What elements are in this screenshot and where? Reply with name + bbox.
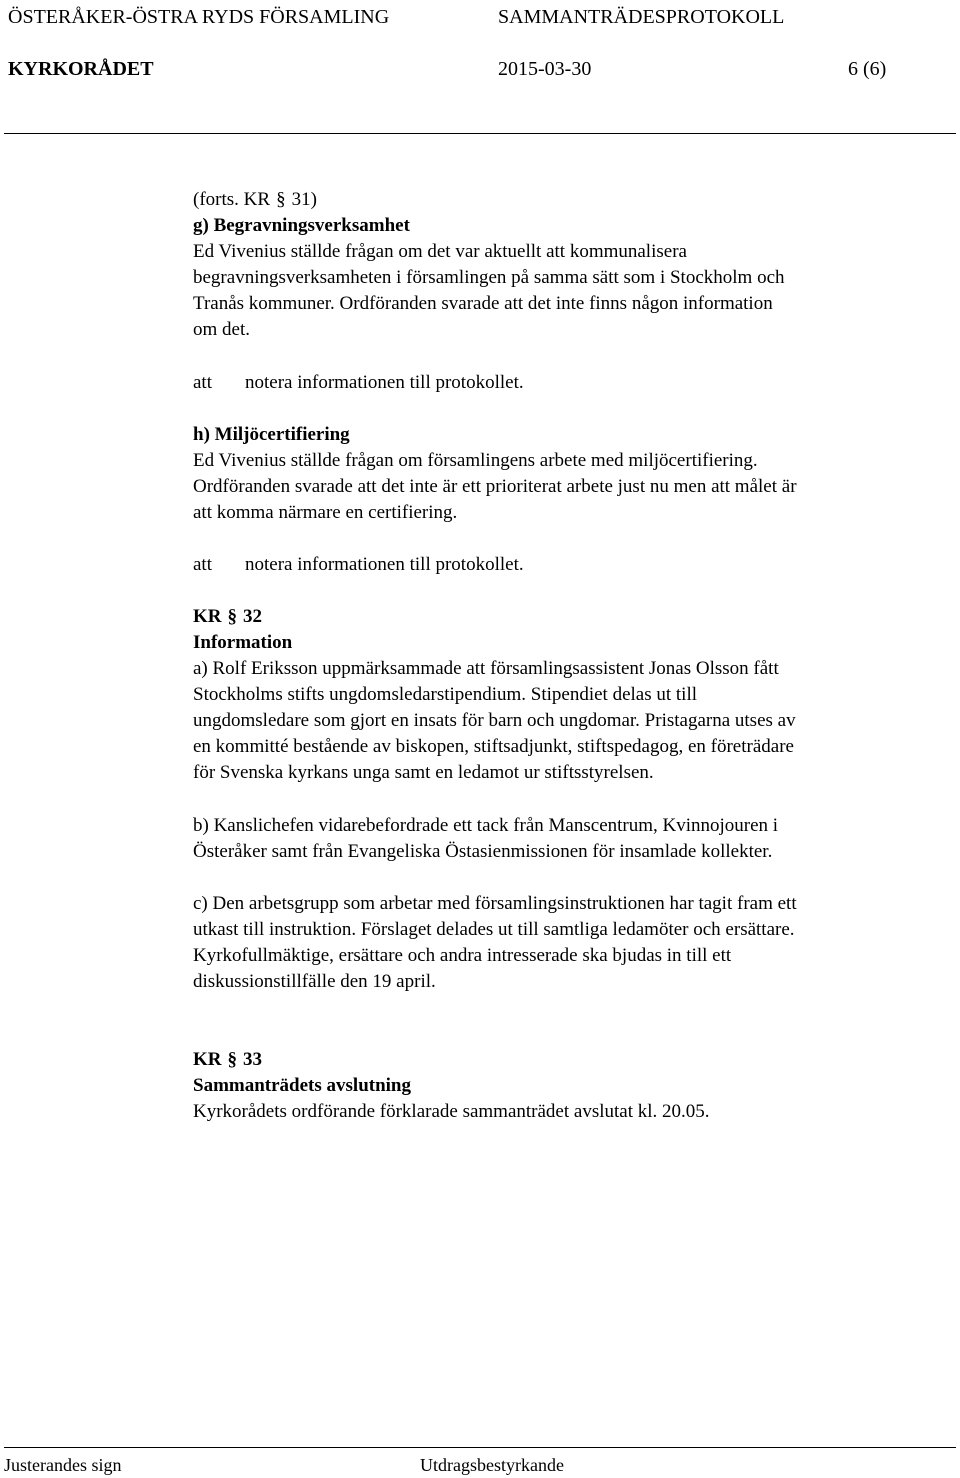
- item-c-line: Kyrkofullmäktige, ersättare och andra intresserade ska bjudas in till ett: [193, 945, 732, 966]
- item-c-line: c) Den arbetsgrupp som arbetar med församlingsinstruktionen har tagit fram ett: [193, 893, 797, 914]
- section-sign: §: [227, 1049, 237, 1070]
- item-g-decision: [193, 370, 524, 396]
- item-a-line: för Svenska kyrkans unga samt en ledamot ur stiftsstyrelsen.: [193, 762, 654, 783]
- page-number: 6 (6): [848, 58, 887, 80]
- item-h-line: att komma närmare en certifiering.: [193, 502, 458, 523]
- footer-justerandes-sign: Justerandes sign: [4, 1455, 122, 1475]
- item-b-line: b) Kanslichefen vidarebefordrade ett tack från Manscentrum, Kvinnojouren i: [193, 815, 779, 836]
- organization-name: ÖSTERÅKER-ÖSTRA RYDS FÖRSAMLING: [8, 6, 390, 28]
- item-b: [193, 813, 933, 865]
- item-g-line: om det.: [193, 319, 250, 340]
- kr32-heading: KR § 32: [193, 604, 933, 630]
- item-h: [193, 422, 933, 526]
- item-h-heading: h) Miljöcertifiering: [193, 424, 350, 445]
- meeting-date: 2015-03-30: [498, 58, 592, 80]
- kr33-heading: KR § 33: [193, 1047, 933, 1073]
- kr33-text: Kyrkorådets ordförande förklarade sammanträdet avslutat kl. 20.05.: [193, 1101, 710, 1122]
- decision-label: att: [193, 554, 212, 575]
- footer-utdragsbestyrkande: Utdragsbestyrkande: [420, 1455, 564, 1475]
- item-a-line: ungdomsledare som gjort en insats för barn och ungdomar. Pristagarna utses av: [193, 710, 796, 731]
- section-sign: §: [276, 189, 286, 210]
- kr32-section: [193, 604, 933, 786]
- footer-divider: [4, 1447, 956, 1448]
- kr31-section: [193, 187, 933, 343]
- item-c: [193, 891, 933, 995]
- header-divider: [4, 133, 956, 134]
- item-b-line: Österåker samt från Evangeliska Östasienmissionen för insamlade kollekter.: [193, 841, 773, 862]
- body-name: KYRKORÅDET: [8, 58, 154, 80]
- item-h-line: Ordföranden svarade att det inte är ett prioriterat arbete just nu men att målet är: [193, 476, 797, 497]
- document-type: SAMMANTRÄDESPROTOKOLL: [498, 6, 785, 28]
- item-c-line: diskussionstillfälle den 19 april.: [193, 971, 436, 992]
- item-g-line: Tranås kommuner. Ordföranden svarade att det inte finns någon information: [193, 293, 773, 314]
- kr31-continuation-heading: (forts. KR § 31): [193, 187, 933, 213]
- kr33-section: [193, 1047, 933, 1125]
- decision-label: att: [193, 372, 212, 393]
- item-c-line: utkast till instruktion. Förslaget delades ut till samtliga ledamöter och ersättare.: [193, 919, 795, 940]
- item-g-line: Ed Vivenius ställde frågan om det var aktuellt att kommunalisera: [193, 241, 687, 262]
- decision-text: notera informationen till protokollet.: [245, 554, 524, 575]
- item-g-line: begravningsverksamheten i församlingen på samma sätt som i Stockholm och: [193, 267, 785, 288]
- kr33-title: Sammanträdets avslutning: [193, 1075, 411, 1096]
- item-a-line: Stockholms stifts ungdomsledarstipendium. Stipendiet delas ut till: [193, 684, 698, 705]
- section-sign: §: [227, 606, 237, 627]
- item-g-heading: g) Begravningsverksamhet: [193, 215, 410, 236]
- kr32-title: Information: [193, 632, 293, 653]
- decision-text: notera informationen till protokollet.: [245, 372, 524, 393]
- item-a-line: a) Rolf Eriksson uppmärksammade att församlingsassistent Jonas Olsson fått: [193, 658, 779, 679]
- item-a-line: en kommitté bestående av biskopen, stiftsadjunkt, stiftspedagog, en företrädare: [193, 736, 794, 757]
- item-h-decision: [193, 552, 524, 578]
- item-h-line: Ed Vivenius ställde frågan om församlingens arbete med miljöcertifiering.: [193, 450, 758, 471]
